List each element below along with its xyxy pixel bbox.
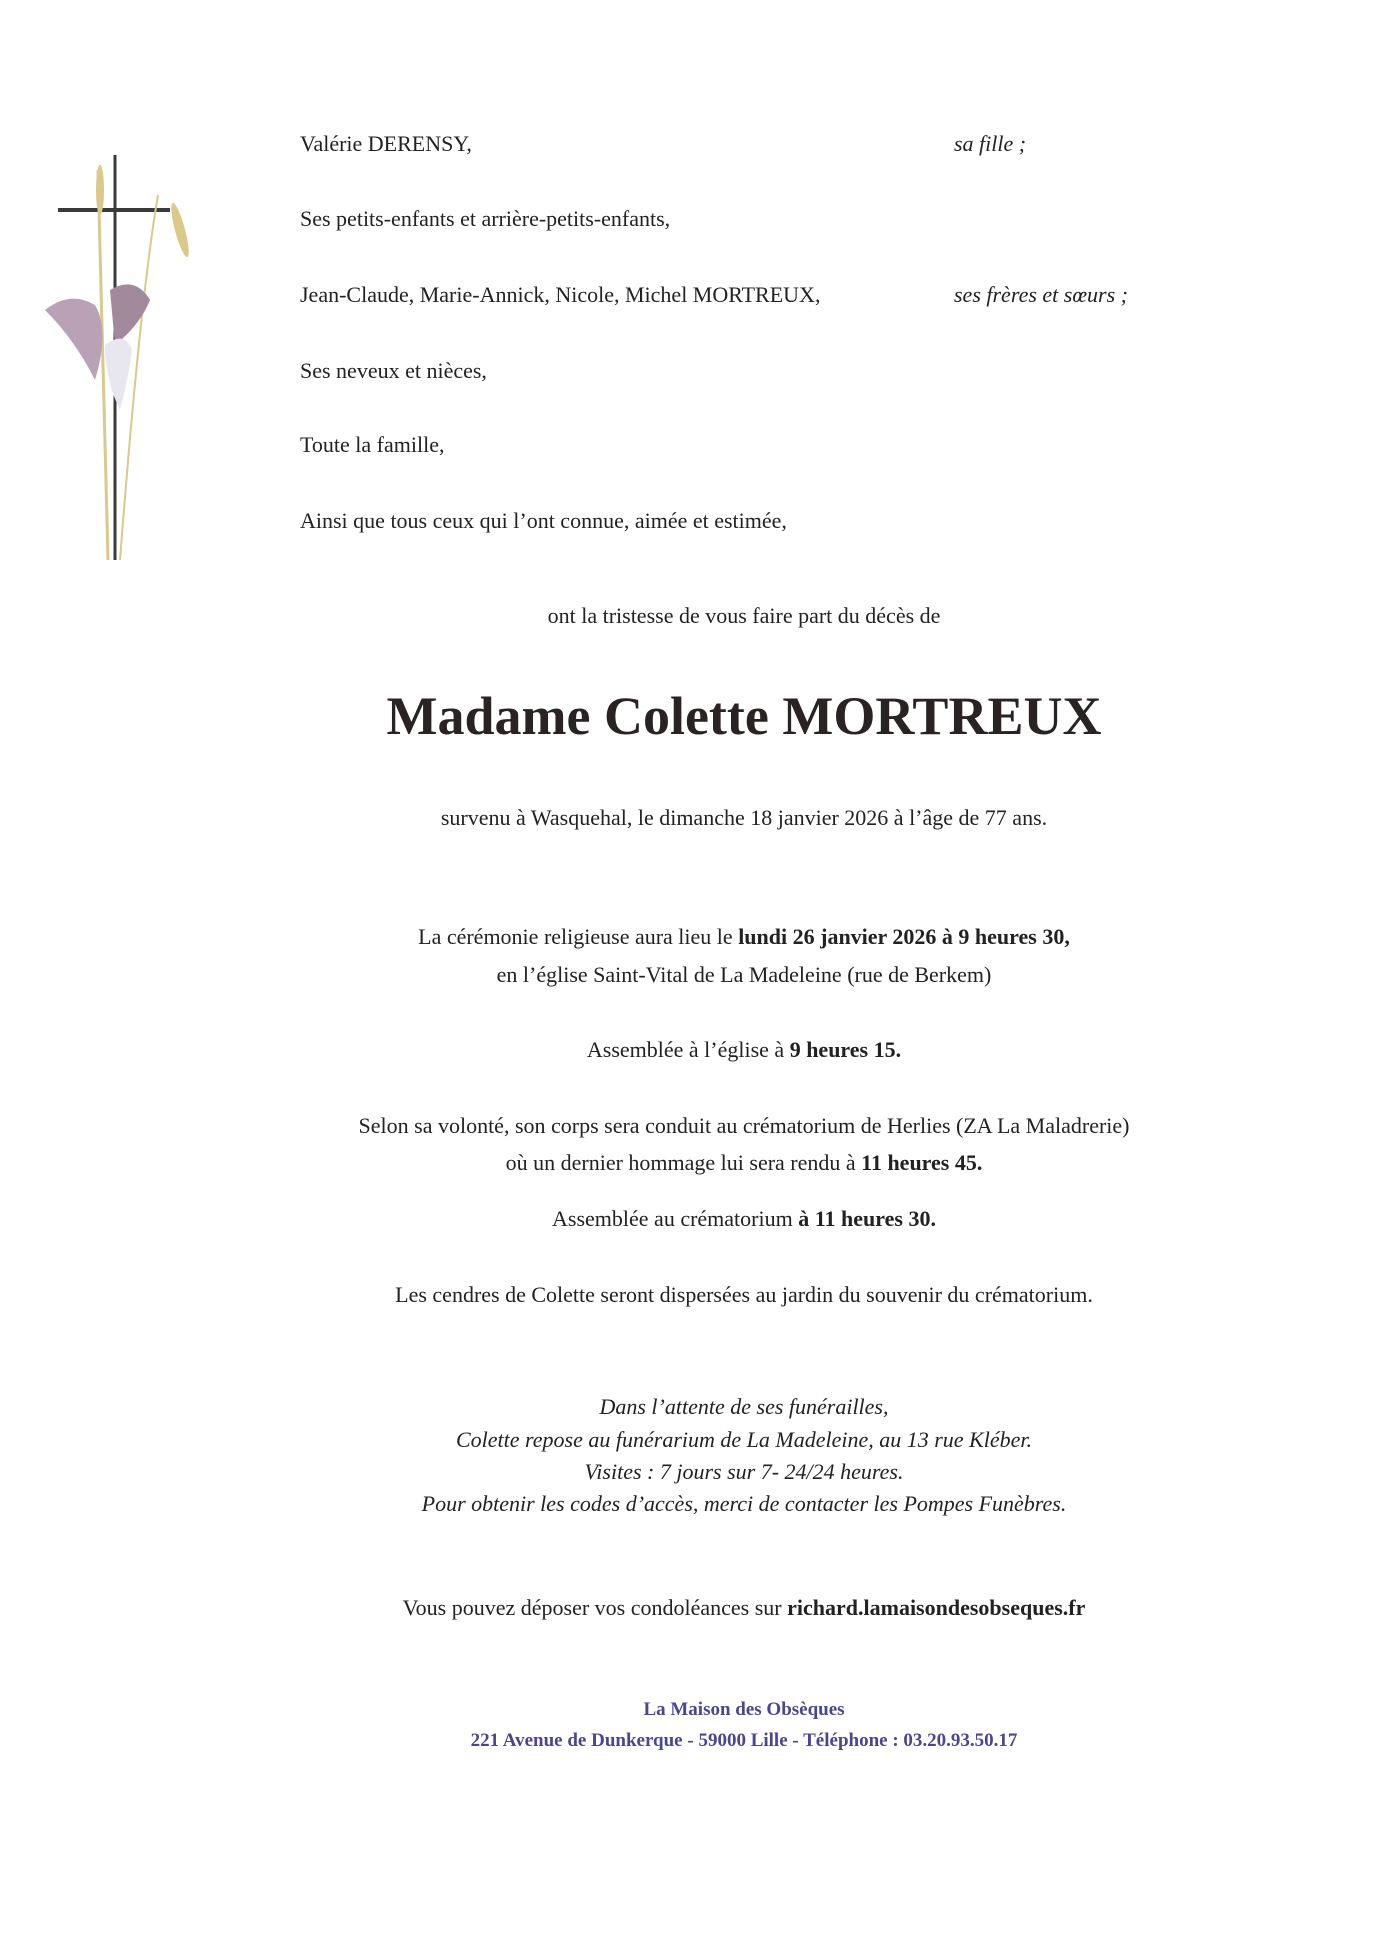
tribute-text: où un dernier hommage lui sera rendu à — [505, 1150, 862, 1175]
family-member-name: Valérie DERENSY, — [300, 131, 472, 156]
family-member-name: Toute la famille, — [300, 432, 445, 457]
family-member-name: Jean-Claude, Marie-Annick, Nicole, Michel MORTREUX, — [300, 282, 821, 307]
condolences-link[interactable]: richard.lamaisondesobseques.fr — [787, 1595, 1086, 1620]
funerarium-line: Dans l’attente de ses funérailles, — [599, 1394, 889, 1419]
company-name: La Maison des Obsèques — [643, 1699, 845, 1720]
ceremony-location: en l’église Saint-Vital de La Madeleine (rue de Berkem) — [496, 962, 992, 987]
ceremony-datetime: lundi 26 janvier 2026 à 9 heures 30, — [738, 924, 1070, 949]
family-member-name: Ses neveux et nièces, — [300, 358, 487, 383]
assembly-text: Assemblée à l’église à — [586, 1037, 790, 1062]
assembly-time: 9 heures 15. — [789, 1037, 902, 1062]
funerarium-line: Visites : 7 jours sur 7- 24/24 heures. — [584, 1459, 904, 1484]
crematorium-assembly — [194, 1205, 1294, 1233]
church-assembly — [194, 1036, 1294, 1064]
cremation-info: Selon sa volonté, son corps sera conduit au crématorium de Herlies (ZA La Maladrerie) — [358, 1113, 1130, 1138]
funerarium-line: Colette repose au funérarium de La Madeleine, au 13 rue Kléber. — [456, 1427, 1032, 1452]
ceremony-text: La cérémonie religieuse aura lieu le — [418, 924, 739, 949]
death-info: survenu à Wasquehal, le dimanche 18 janvier 2026 à l’âge de 77 ans. — [440, 805, 1048, 830]
condolences — [194, 1594, 1294, 1622]
cross-lily-illustration — [40, 150, 200, 570]
ceremony-date — [194, 923, 1294, 951]
family-relation: ses frères et sœurs ; — [954, 282, 1128, 307]
announcement: ont la tristesse de vous faire part du décès de — [547, 603, 941, 628]
ashes-info: Les cendres de Colette seront dispersées au jardin du souvenir du crématorium. — [395, 1282, 1093, 1307]
condolences-text: Vous pouvez déposer vos condoléances sur — [402, 1595, 788, 1620]
deceased-name: Madame Colette MORTREUX — [386, 686, 1102, 746]
company-address: 221 Avenue de Dunkerque - 59000 Lille - Téléphone : 03.20.93.50.17 — [470, 1730, 1018, 1751]
family-member-name: Ainsi que tous ceux qui l’ont connue, aimée et estimée, — [300, 508, 787, 533]
family-member-name: Ses petits-enfants et arrière-petits-enfants, — [300, 206, 671, 231]
tribute-time — [194, 1149, 1294, 1177]
assembly-text: Assemblée au crématorium — [552, 1206, 799, 1231]
funerarium-line: Pour obtenir les codes d’accès, merci de contacter les Pompes Funèbres. — [421, 1491, 1067, 1516]
tribute-hour: 11 heures 45. — [861, 1150, 983, 1175]
assembly-time: à 11 heures 30. — [798, 1206, 936, 1231]
family-relation: sa fille ; — [954, 131, 1027, 156]
